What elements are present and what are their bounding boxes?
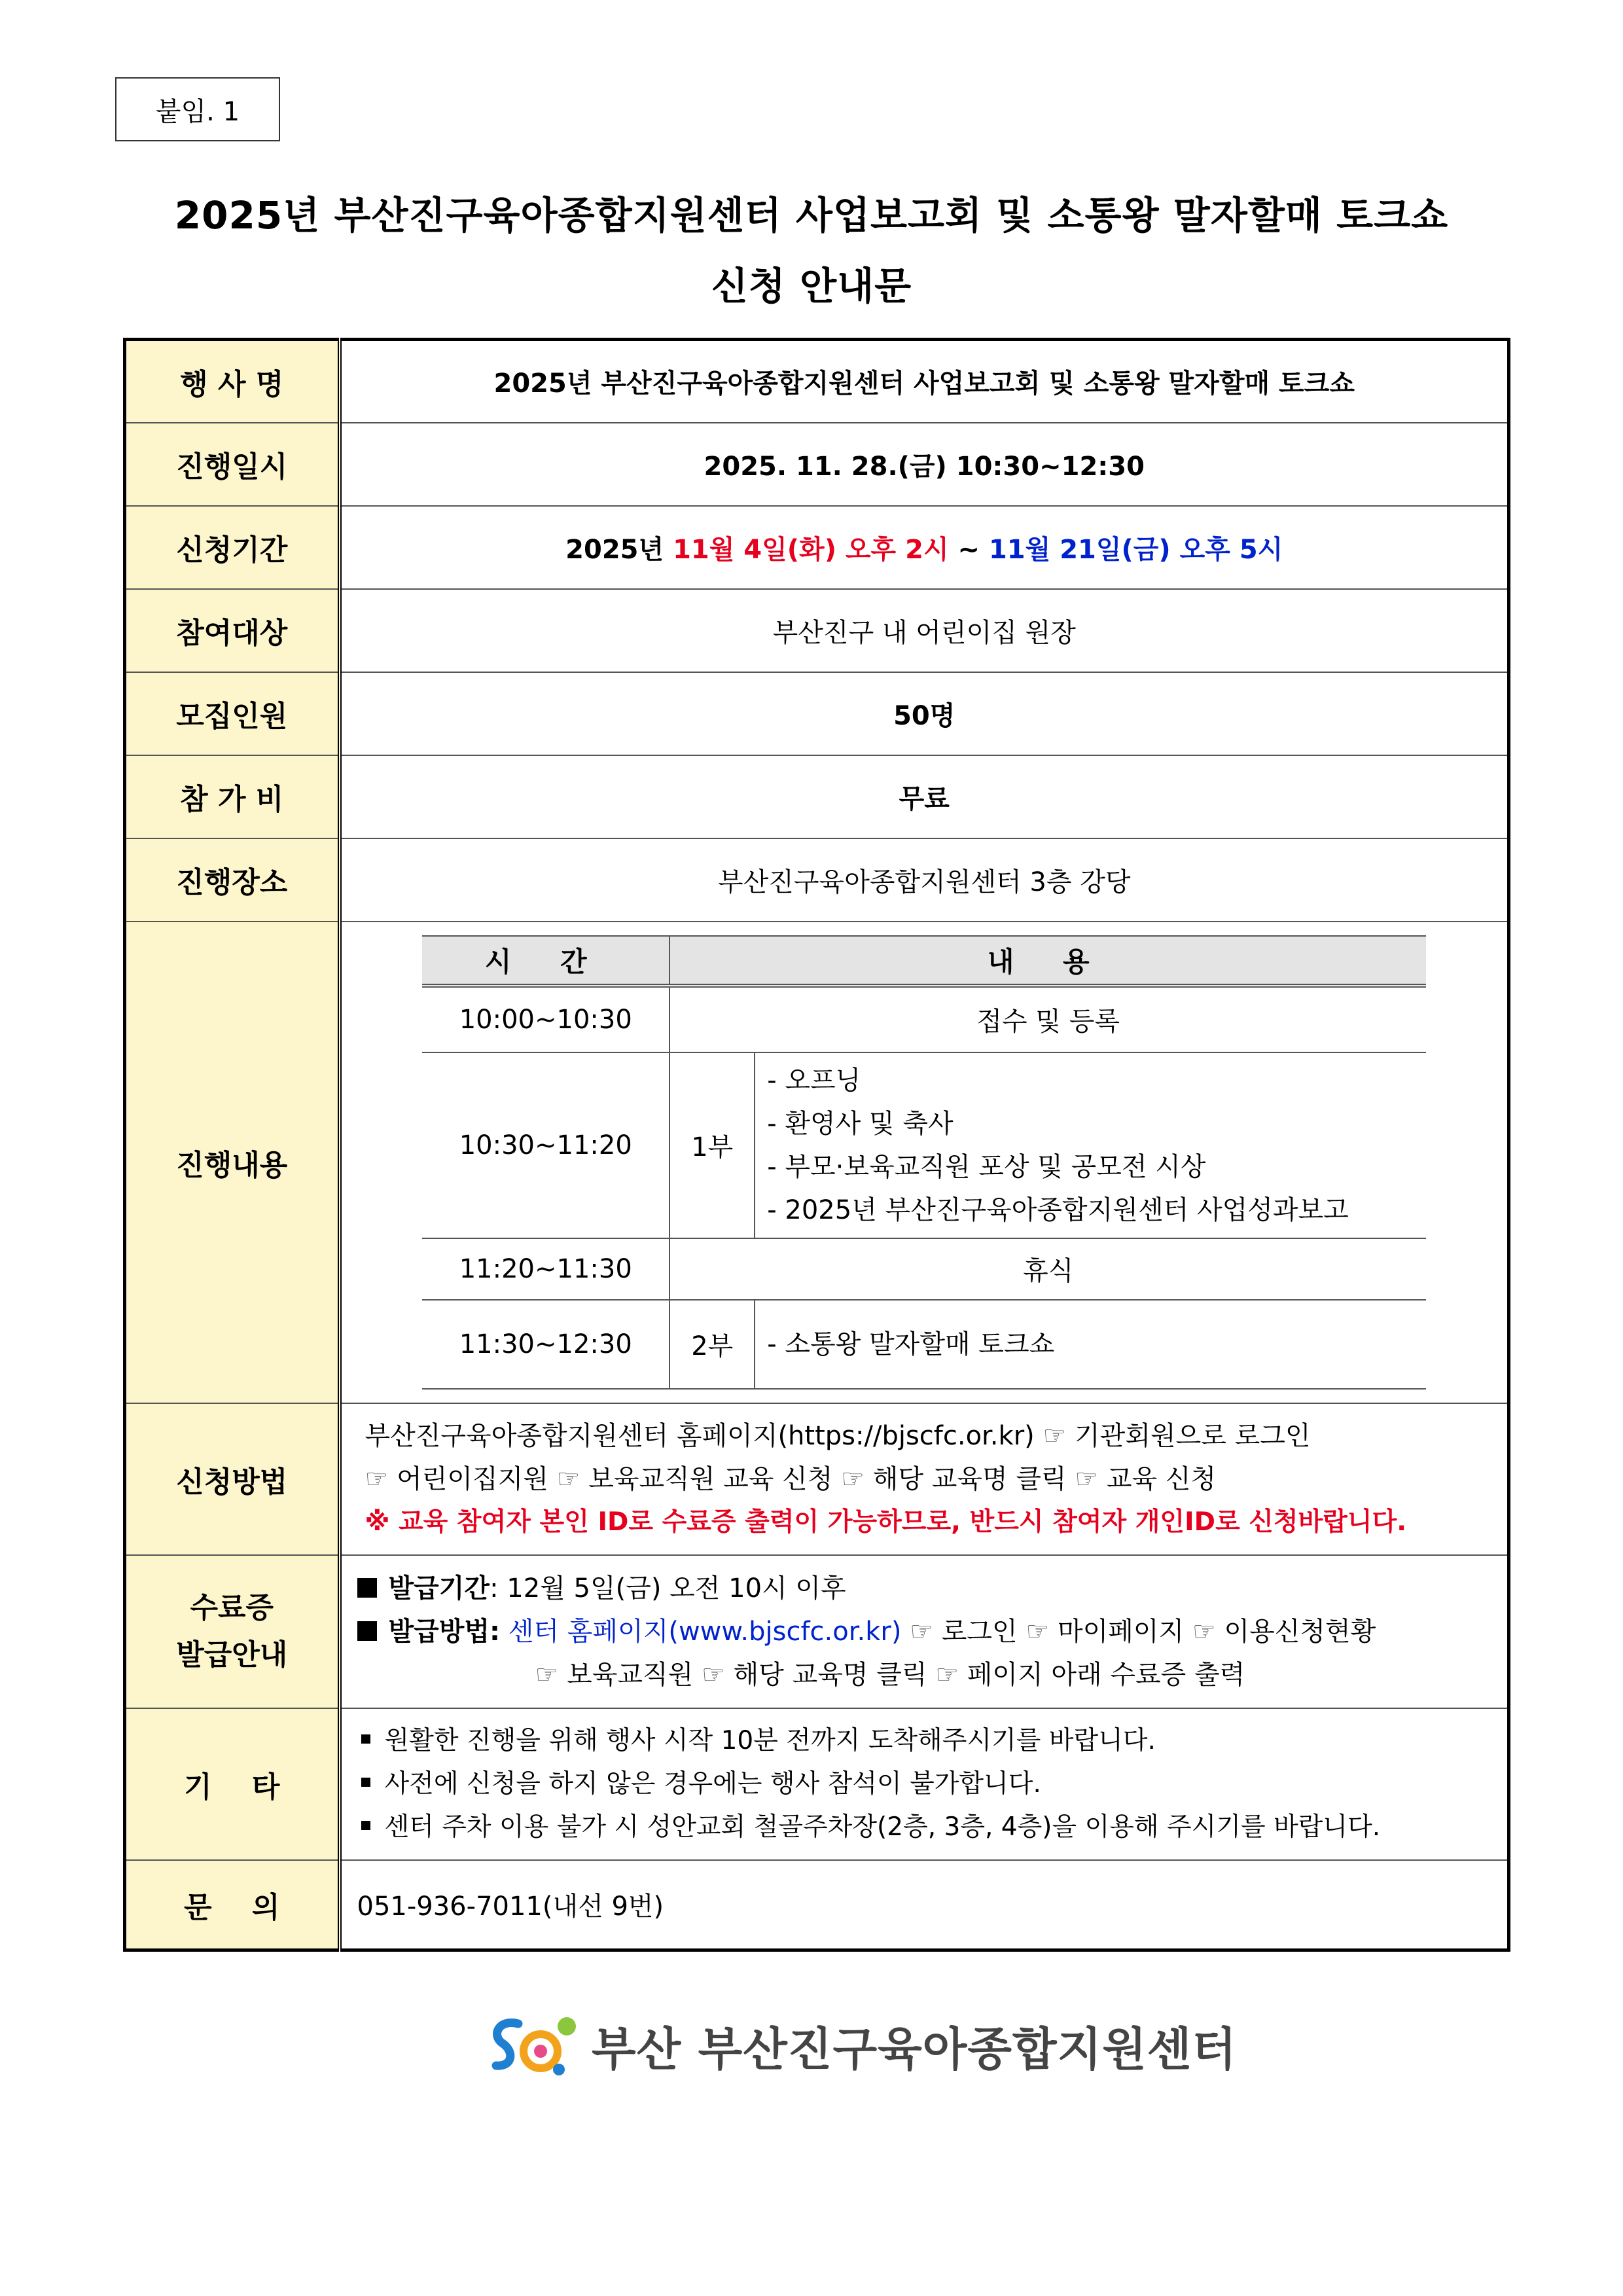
document-subtitle: 신청 안내문 <box>711 264 912 308</box>
row-apply-method <box>125 1403 1509 1555</box>
apply-line2-b: 보육교직원 교육 신청 <box>580 1463 842 1494</box>
schedule-content: 접수 및 등록 <box>669 986 1426 1052</box>
label-capacity: 모집인원 <box>125 672 340 755</box>
cert-method-d: 보육교직원 <box>558 1659 702 1690</box>
square-bullet-icon <box>357 1578 377 1598</box>
square-bullet-icon <box>357 1621 377 1641</box>
schedule-header-content: 내 용 <box>669 936 1426 986</box>
cert-method-f: 페이지 아래 수료증 출력 <box>959 1659 1245 1690</box>
cert-method-label: 발급방법: <box>388 1616 501 1647</box>
cert-period-value: : 12월 5일(금) 오전 10시 이후 <box>490 1573 846 1604</box>
schedule-row <box>422 1052 1426 1238</box>
row-datetime <box>125 423 1509 506</box>
label-certificate-line1: 수료증 <box>190 1590 274 1624</box>
pointing-hand-icon: ☞ <box>1075 1463 1099 1494</box>
label-apply-method: 신청방법 <box>125 1403 340 1555</box>
apply-period-end: 11월 21일(금) 오후 5시 <box>988 534 1283 565</box>
list-item: - 오프닝 <box>767 1065 861 1096</box>
row-contact <box>125 1860 1509 1950</box>
value-certificate <box>340 1555 1509 1708</box>
value-program <box>340 922 1509 1403</box>
apply-notice: ※ 교육 참여자 본인 ID로 수료증 출력이 가능하므로, 반드시 참여자 개인ID로 신청바랍니다. <box>365 1507 1407 1537</box>
pointing-hand-icon: ☞ <box>935 1659 959 1690</box>
value-etc <box>340 1708 1509 1860</box>
schedule-row <box>422 986 1426 1052</box>
list-item: - 소통왕 말자할매 토크쇼 <box>767 1329 1055 1359</box>
cert-period-label: 발급기간 <box>388 1573 490 1604</box>
center-logo-icon <box>484 2009 582 2081</box>
value-apply-method <box>340 1403 1509 1555</box>
apply-line2-c: 해당 교육명 클릭 <box>864 1463 1075 1494</box>
schedule-time: 11:30~12:30 <box>422 1300 669 1389</box>
list-item: - 2025년 부산진구육아종합지원센터 사업성과보고 <box>767 1194 1349 1225</box>
footer-logo-text: 부산 부산진구육아종합지원센터 <box>592 2022 1238 2076</box>
apply-line1-text: 부산진구육아종합지원센터 홈페이지(https://bjscfc.or.kr) <box>365 1420 1043 1451</box>
row-etc <box>125 1708 1509 1860</box>
row-certificate <box>125 1555 1509 1708</box>
label-contact: 문 의 <box>125 1860 340 1950</box>
list-item: - 부모·보육교직원 포상 및 공모전 시상 <box>767 1151 1206 1182</box>
footer-logo <box>484 2009 1237 2081</box>
list-item: 원활한 진행을 위해 행사 시작 10분 전까지 도착해주시기를 바랍니다. <box>357 1719 1492 1763</box>
cert-method-c: 이용신청현황 <box>1215 1616 1376 1647</box>
row-program <box>125 922 1509 1403</box>
pointing-hand-icon: ☞ <box>556 1463 580 1494</box>
schedule-items <box>755 1300 1426 1389</box>
schedule-row <box>422 1238 1426 1300</box>
row-event-name <box>125 340 1509 423</box>
schedule-content: 휴식 <box>669 1238 1426 1300</box>
bullet-icon <box>361 1821 370 1830</box>
apply-line2-d: 교육 신청 <box>1098 1463 1217 1494</box>
bullet-icon <box>361 1734 370 1744</box>
schedule-items <box>755 1052 1426 1238</box>
apply-period-sep: ~ <box>948 534 989 565</box>
bullet-icon <box>361 1778 370 1787</box>
label-target: 참여대상 <box>125 589 340 672</box>
schedule-header <box>422 936 1426 986</box>
pointing-hand-icon: ☞ <box>910 1616 934 1647</box>
value-capacity: 50명 <box>340 672 1509 755</box>
pointing-hand-icon: ☞ <box>841 1463 865 1494</box>
label-certificate-line2: 발급안내 <box>176 1638 288 1672</box>
value-event-name: 2025년 부산진구육아종합지원센터 사업보고회 및 소통왕 말자할매 토크쇼 <box>340 340 1509 423</box>
apply-period-prefix: 2025년 <box>565 534 673 565</box>
pointing-hand-icon: ☞ <box>365 1463 389 1494</box>
label-certificate <box>125 1555 340 1708</box>
label-datetime: 진행일시 <box>125 423 340 506</box>
row-capacity <box>125 672 1509 755</box>
list-item: 센터 주차 이용 불가 시 성안교회 철골주차장(2층, 3층, 4층)을 이용해 주시기를 바랍니다. <box>357 1806 1492 1849</box>
schedule-part: 2부 <box>669 1300 755 1389</box>
attachment-label: 붙임. 1 <box>115 77 280 141</box>
cert-method-b: 마이페이지 <box>1049 1616 1192 1647</box>
apply-period-start: 11월 4일(화) 오후 2시 <box>673 534 949 565</box>
schedule-header-time: 시 간 <box>422 936 669 986</box>
pointing-hand-icon: ☞ <box>702 1659 725 1690</box>
pointing-hand-icon: ☞ <box>1026 1616 1050 1647</box>
apply-line2-a: 어린이집지원 <box>388 1463 557 1494</box>
document-title: 2025년 부산진구육아종합지원센터 사업보고회 및 소통왕 말자할매 토크쇼 <box>174 193 1449 238</box>
value-datetime: 2025. 11. 28.(금) 10:30~12:30 <box>340 423 1509 506</box>
label-apply-period: 신청기간 <box>125 506 340 589</box>
schedule-time: 10:00~10:30 <box>422 986 669 1052</box>
schedule-part: 1부 <box>669 1052 755 1238</box>
list-item: 사전에 신청을 하지 않은 경우에는 행사 참석이 불가합니다. <box>357 1763 1492 1806</box>
cert-homepage-link[interactable]: 센터 홈페이지(www.bjscfc.or.kr) <box>508 1616 902 1647</box>
value-contact: 051-936-7011(내선 9번) <box>340 1860 1509 1950</box>
row-target <box>125 589 1509 672</box>
value-target: 부산진구 내 어린이집 원장 <box>340 589 1509 672</box>
label-program: 진행내용 <box>125 922 340 1403</box>
row-apply-period <box>125 506 1509 589</box>
pointing-hand-icon: ☞ <box>535 1659 559 1690</box>
schedule-table <box>422 935 1426 1390</box>
row-venue <box>125 838 1509 922</box>
info-table <box>123 338 1510 1952</box>
value-apply-period <box>340 506 1509 589</box>
label-etc: 기 타 <box>125 1708 340 1860</box>
pointing-hand-icon: ☞ <box>1192 1616 1216 1647</box>
schedule-time: 11:20~11:30 <box>422 1238 669 1300</box>
list-item: - 환영사 및 축사 <box>767 1108 954 1139</box>
label-venue: 진행장소 <box>125 838 340 922</box>
cert-method-e: 해당 교육명 클릭 <box>724 1659 936 1690</box>
schedule-time: 10:30~11:20 <box>422 1052 669 1238</box>
cert-method-a: 로그인 <box>933 1616 1026 1647</box>
value-venue: 부산진구육아종합지원센터 3층 강당 <box>340 838 1509 922</box>
schedule-row <box>422 1300 1426 1389</box>
label-event-name: 행 사 명 <box>125 340 340 423</box>
value-fee: 무료 <box>340 755 1509 838</box>
pointing-hand-icon: ☞ <box>1043 1420 1067 1451</box>
apply-line1-tail: 기관회원으로 로그인 <box>1066 1420 1311 1451</box>
row-fee <box>125 755 1509 838</box>
label-fee: 참 가 비 <box>125 755 340 838</box>
